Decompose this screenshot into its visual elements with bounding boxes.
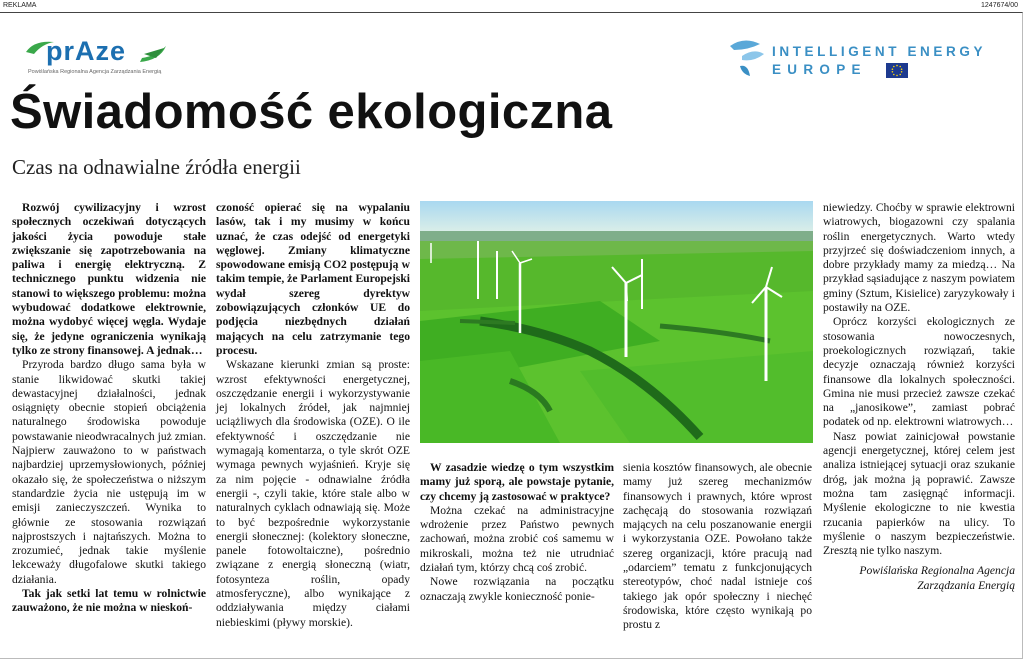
eu-flag-icon xyxy=(886,63,908,78)
article-column-1 xyxy=(12,201,206,616)
iee-line2: EUROPE xyxy=(772,62,867,77)
body-paragraph: Oprócz korzyści ekologicznych ze stosowania nowoczesnych, proekologicznych rozwiązań, takie decyzje oznaczają również korzyści finansowe dla lokalnych społeczności. Gmina nie musi przecież zawsze czekać na „janosikowe”, zamiast pobrać podatek od np. elektrowni wiatrowych… xyxy=(823,315,1015,429)
praze-subtitle: Powiślańska Regionalna Agencja Zarządzania Energią xyxy=(28,69,162,75)
signature-line-1: Powiślańska Regionalna Agencja xyxy=(859,564,1015,578)
lead-paragraph: Rozwój cywilizacyjny i wzrost społecznych oczekiwań dotyczących jakości życia powoduje stałe zwiększanie się zapotrzebowania na paliwa i energię elektryczną. Z technicznego punktu widzenia nie stanowi to większego problemu: można wybudować dodatkowe elektrownie, można wydobyć więcej węgla. Wydaje się, że jedyne ograniczenia wynikają tylko ze strony finansowej. A jednak… xyxy=(12,201,206,357)
ad-code: 1247674/00 xyxy=(981,2,1018,9)
body-paragraph: Tak jak setki lat temu w rolnictwie zauważono, że nie można w nieskoń- xyxy=(12,587,206,615)
signature xyxy=(823,564,1015,593)
body-paragraph: Nowe rozwiązania na początku oznaczają zwykle konieczność ponie- xyxy=(420,575,614,603)
article-column-4 xyxy=(623,461,812,633)
praze-logo xyxy=(24,36,174,80)
article-column-3 xyxy=(420,461,614,604)
signature-line-2: Zarządzania Energią xyxy=(917,578,1015,592)
article-column-5 xyxy=(823,201,1015,593)
wind-farm-photo xyxy=(420,201,813,443)
body-paragraph: Wskazane kierunki zmian są proste: wzrost efektywności energetycznej, oszczędzanie energii i wykorzystywanie jej lokalnych źródeł, jak najmniej uciążliwych dla środowiska (OZE). O ile efektywność i oszczędzanie nie wymagają komentarza, o tyle skrót OZE wymaga pewnych wyjaśnień. Kryje się za nim pojęcie - odnawialne źródła energii -, czyli takie, które stale albo w naturalnych cyklach odnawiają się. Może to być bezpośrednie wykorzystanie energii słonecznej: (kolektory słoneczne, panele fotowoltaiczne), pośrednio związane z energią słoneczną (wiatr, fotosynteza roślin, opady atmosferyczne), albo wynikające z oddziaływania między ciałami niebieskimi (pływy morskie). xyxy=(216,358,410,629)
body-paragraph: Można czekać na administracyjne wdrożenie przez Państwo pewnych zachowań, można zrobić coś samemu w mikroskali, można też nie utrudniać działań tym, którzy chcą coś zrobić. xyxy=(420,503,614,575)
lead-paragraph: czoność opierać się na wypalaniu lasów, tak i my musimy w końcu uznać, że czas odejść od energetyki węglowej. Zmiany klimatyczne spowodowane emisją CO2 postępują w takim tempie, że Parlament Europejski wydał szereg dyrektyw zobowiązujących członków UE do podjęcia niezbędnych działań mających na celu zatrzymanie tego procesu. xyxy=(216,201,410,357)
body-paragraph: Przyroda bardzo długo sama była w stanie likwidować skutki takiej dewastacyjnej działalności, jednak osiągnięty obecnie stopień obciążenia naturalnego środowiska powoduje powstawanie nieodwracalnych już zmian. Najpierw zauważono to w państwach najbardziej uprzemysłowionych, później okazało się, że społeczeństwa o niższym standardzie życia nie ustępują im w emisji zanieczyszczeń. Wynika to głównie ze stosowania rozwiązań najprostszych i najtańszych. Można to zrozumieć, jednak takie myślenie lekceważy długofalowe skutki takiego działania. xyxy=(12,358,206,586)
body-paragraph: niewiedzy. Choćby w sprawie elektrowni wiatrowych, biogazowni czy spalania roślin energetycznych. Warto wtedy przyjrzeć się doświadczeniom innych, a dobre przykłady mamy za miedzą… Na przykład sąsiadujące z naszym powiatem gminy (Sztum, Kisielice) zaryzykowały i postawiły na OZE. xyxy=(823,201,1015,315)
iee-logo xyxy=(728,38,1018,84)
praze-wordmark: prAze xyxy=(46,36,127,66)
body-paragraph: Nasz powiat zainicjował powstanie agencji energetycznej, której celem jest analiza istniejącej sytuacji oraz szukanie dróg, jak można ją poprawić. Zawsze można tam zasięgnąć informacji. Myślenie ekologiczne to nie kwestia rzucania papierków na ulicy. To myślenie o naszym bezpieczeństwie. Zresztą nie tylko naszym. xyxy=(823,429,1015,558)
article-title: Świadomość ekologiczna xyxy=(10,85,613,139)
article-subtitle: Czas na odnawialne źródła energii xyxy=(12,155,301,179)
article-column-2 xyxy=(216,201,410,630)
body-paragraph: sienia kosztów finansowych, ale obecnie mamy już szereg mechanizmów finansowych i prawnych, które wprost zachęcają do stosowania rozwiązań mających na celu poszanowanie energii i wykorzystania OZE. Powołano także szereg organizacji, które pracują nad „odarciem” tematu z funkcjonujących stereotypów, choć nadal istnieje coś takiego jak opór społeczny i niechęć środowiska, które często wynikają po prostu z xyxy=(623,461,812,632)
ad-header-strip xyxy=(0,0,1024,12)
advert-tag: REKLAMA xyxy=(3,2,37,9)
iee-line1: INTELLIGENT ENERGY xyxy=(772,44,987,59)
lead-paragraph: W zasadzie wiedzę o tym wszystkim mamy już sporą, ale powstaje pytanie, czy chcemy ją zastosować w praktyce? xyxy=(420,461,614,503)
iee-leaf-icon xyxy=(728,38,768,82)
